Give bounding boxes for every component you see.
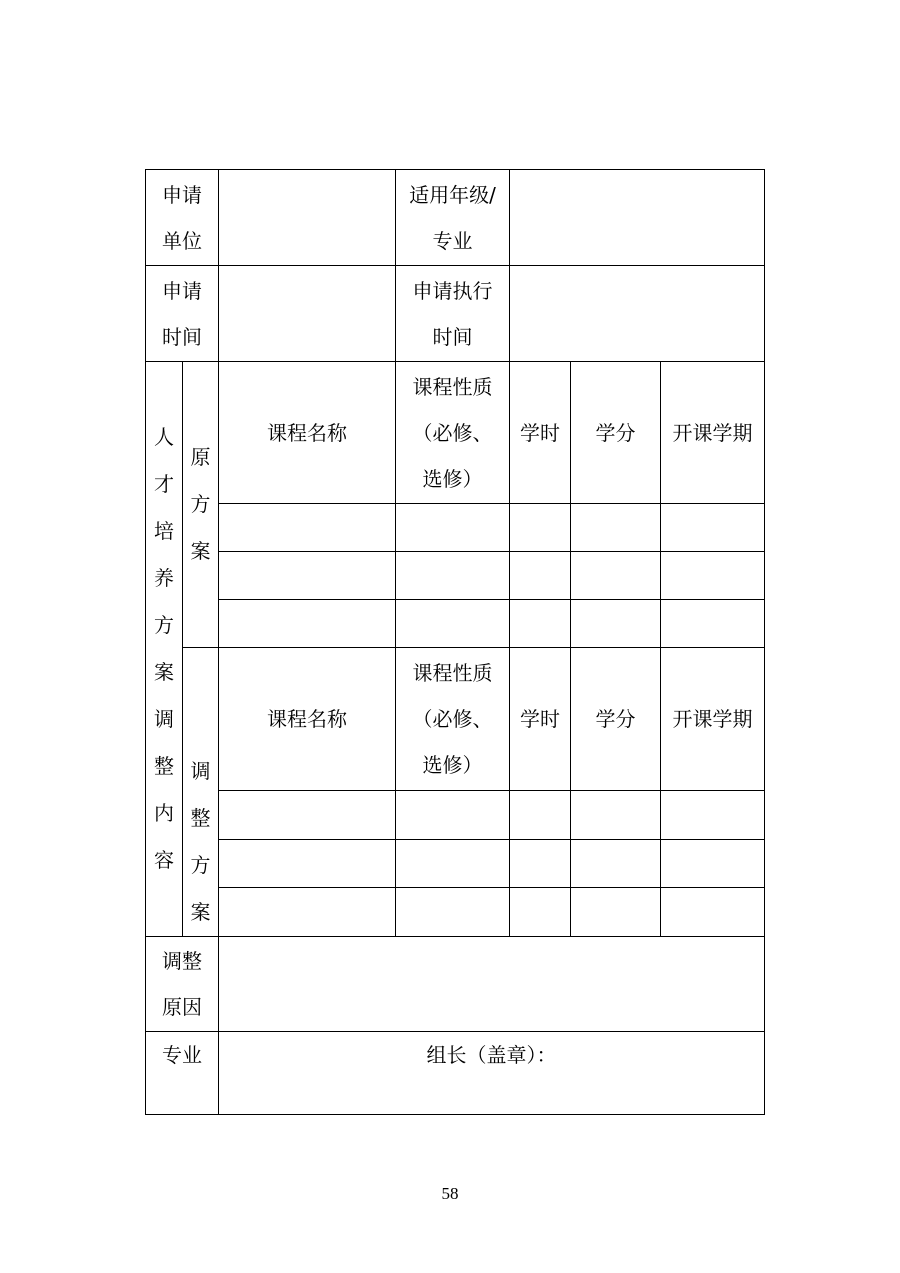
table-cell[interactable] xyxy=(661,839,765,888)
table-cell[interactable] xyxy=(571,552,661,600)
header-hours: 学时 xyxy=(510,362,571,504)
reason-field[interactable] xyxy=(219,937,765,1032)
table-cell[interactable] xyxy=(510,839,571,888)
table-cell[interactable] xyxy=(661,888,765,937)
exec-time-field[interactable] xyxy=(510,266,765,362)
table-cell[interactable] xyxy=(510,552,571,600)
table-cell[interactable] xyxy=(661,552,765,600)
table-cell[interactable] xyxy=(219,839,396,888)
course-adjustment-form xyxy=(145,169,765,1115)
header-credits: 学分 xyxy=(571,648,661,791)
exec-time-label: 申请执行 时间 xyxy=(396,266,510,362)
table-cell[interactable] xyxy=(219,600,396,648)
table-cell[interactable] xyxy=(396,600,510,648)
table-cell[interactable] xyxy=(571,888,661,937)
apply-unit-label: 申请 单位 xyxy=(146,170,219,266)
table-cell[interactable] xyxy=(510,504,571,552)
page-number: 58 xyxy=(441,1184,459,1203)
header-credits: 学分 xyxy=(571,362,661,504)
table-cell[interactable] xyxy=(219,552,396,600)
header-course-nature: 课程性质 （必修、 选修） xyxy=(396,648,510,791)
header-course-name: 课程名称 xyxy=(219,362,396,504)
table-cell[interactable] xyxy=(510,791,571,840)
apply-time-label: 申请 时间 xyxy=(146,266,219,362)
header-hours: 学时 xyxy=(510,648,571,791)
table-cell[interactable] xyxy=(571,839,661,888)
apply-time-field[interactable] xyxy=(219,266,396,362)
header-course-name: 课程名称 xyxy=(219,648,396,791)
original-plan-label: 原 方 案 xyxy=(183,362,219,648)
table-cell[interactable] xyxy=(219,504,396,552)
table-cell[interactable] xyxy=(510,600,571,648)
grade-major-field[interactable] xyxy=(510,170,765,266)
major-label: 专业 xyxy=(146,1032,219,1115)
table-cell[interactable] xyxy=(571,600,661,648)
apply-unit-field[interactable] xyxy=(219,170,396,266)
leader-stamp-field[interactable]: 组长（盖章）： xyxy=(219,1032,765,1115)
table-cell[interactable] xyxy=(661,791,765,840)
table-cell[interactable] xyxy=(571,504,661,552)
table-cell[interactable] xyxy=(510,888,571,937)
header-semester: 开课学期 xyxy=(661,648,765,791)
table-cell[interactable] xyxy=(571,791,661,840)
section-label: 人 才 培 养 方 案 调 整 内 容 xyxy=(146,362,183,937)
reason-label: 调整 原因 xyxy=(146,937,219,1032)
table-cell[interactable] xyxy=(396,888,510,937)
table-cell[interactable] xyxy=(396,552,510,600)
header-semester: 开课学期 xyxy=(661,362,765,504)
table-cell[interactable] xyxy=(396,791,510,840)
table-cell[interactable] xyxy=(661,600,765,648)
grade-major-label: 适用年级/ 专业 xyxy=(396,170,510,266)
table-cell[interactable] xyxy=(396,504,510,552)
table-cell[interactable] xyxy=(219,888,396,937)
header-course-nature: 课程性质 （必修、 选修） xyxy=(396,362,510,504)
table-cell[interactable] xyxy=(396,839,510,888)
table-cell[interactable] xyxy=(219,791,396,840)
adjusted-plan-label: 调 整 方 案 xyxy=(183,648,219,937)
table-cell[interactable] xyxy=(661,504,765,552)
